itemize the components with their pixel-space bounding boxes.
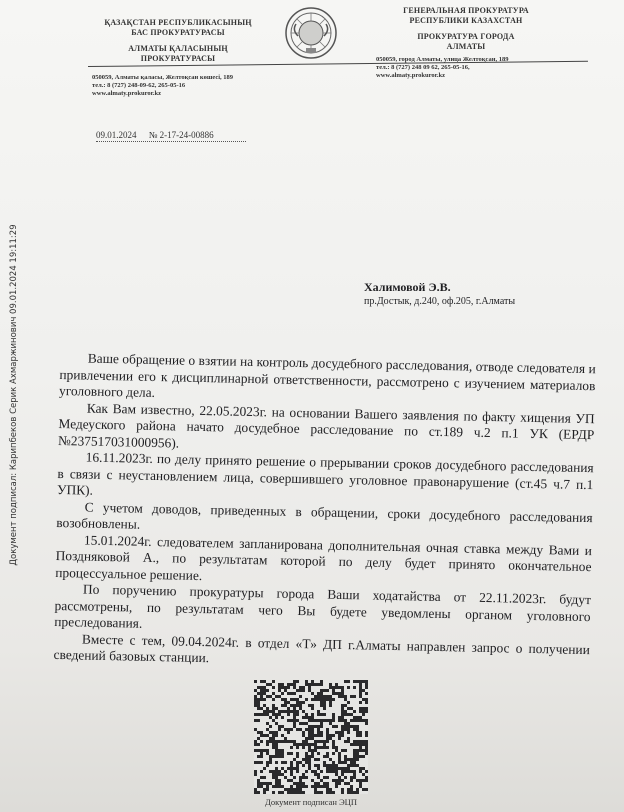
digital-signature-qr-icon (254, 680, 368, 794)
header-left-kazakh (78, 18, 278, 64)
header-left-line1: ҚАЗАҚСТАН РЕСПУБЛИКАСЫНЫҢ (104, 18, 252, 27)
state-emblem-icon (284, 6, 338, 60)
paragraph-1: Ваше обращение о взятии на контроль досудебного расследования, отводе следователя и привлечении его к дисциплинарной ответственности, рассмотрено с изучением материалов уголовного дела. (58, 350, 596, 400)
address-block-right (376, 56, 576, 80)
letter-body (53, 350, 595, 675)
paragraph-6: По поручению прокуратуры города Ваши ходатайства от 22.11.2023г. будут рассмотрены, по результатам чего Вы будете уведомлены органом уголовного преследования. (54, 581, 592, 631)
header-left-line3: АЛМАТЫ ҚАЛАСЫНЫҢ (128, 44, 228, 53)
registration-date: 09.01.2024 (96, 130, 137, 140)
registration-line (96, 130, 214, 140)
header-right-line1: ГЕНЕРАЛЬНАЯ ПРОКУРАТУРА (403, 6, 529, 15)
paragraph-2: Как Вам известно, 22.05.2023г. на основании Вашего заявления по факту хищения УП Медеуского района начато досудебное расследование по ст.189 ч.2 п.1 УК (ЕРДР №237517031000956). (57, 400, 595, 451)
registration-number: № 2-17-24-00886 (148, 130, 214, 140)
recipient-address: пр.Достык, д.240, оф.205, г.Алматы (364, 296, 516, 307)
header-right-line2: РЕСПУБЛИКИ КАЗАХСТАН (409, 16, 523, 25)
paragraph-5: 15.01.2024г. следователем запланирована дополнительная очная ставка между Вами и Поздняковой А., по результатам которой по делу будет принято окончательное процессуальное решение. (55, 532, 593, 583)
qr-caption: Документ подписан ЭЦП (265, 797, 357, 807)
paragraph-7: Вместе с тем, 09.04.2024г. в отдел «Т» ДП г.Алматы направлен запрос о получении сведений базовых станции. (53, 631, 591, 666)
side-signature-text: Документ подписал: Карипбеков Серик Ахмаржинович 09.01.2024 19:11:29 (9, 224, 19, 566)
left-address-line2: тел.: 8 (727) 248-09-62, 265-05-16 (92, 82, 186, 89)
header-right-line4: АЛМАТЫ (446, 42, 486, 51)
side-signature-stamp (6, 160, 22, 630)
header-left-line2: БАС ПРОКУРАТУРАСЫ (131, 28, 225, 37)
header-right-russian (366, 6, 566, 52)
header-left-line4: ПРОКУРАТУРАСЫ (140, 54, 216, 63)
right-address-line1: 050059, город Алматы, улица Желтоқсан, 189 (376, 56, 509, 63)
address-block-left (92, 74, 292, 98)
left-address-line1: 050059, Алматы қаласы, Желтоқсан көшесі, 189 (92, 74, 234, 81)
left-address-line3: www.almaty.prokuror.kz (92, 90, 162, 97)
recipient-name: Халимовой Э.В. (364, 280, 451, 294)
header-right-line3: ПРОКУРАТУРА ГОРОДА (417, 32, 515, 41)
right-address-line2: тел.: 8 (727) 248 09 62, 265-05-16, (376, 64, 470, 71)
right-address-line3: www.almaty.prokuror.kz (376, 72, 446, 79)
paragraph-4: С учетом доводов, приведенных в обращении, сроки досудебного расследования возобновлены. (56, 499, 593, 532)
paragraph-3: 16.11.2023г. по делу принято решение о прерывании сроков досудебного расследования в связи с неустановлением лица, совершившего уголовное правонарушение (ст.45 ч.7 п.1 УПК). (56, 449, 594, 498)
registration-underline (96, 141, 246, 142)
